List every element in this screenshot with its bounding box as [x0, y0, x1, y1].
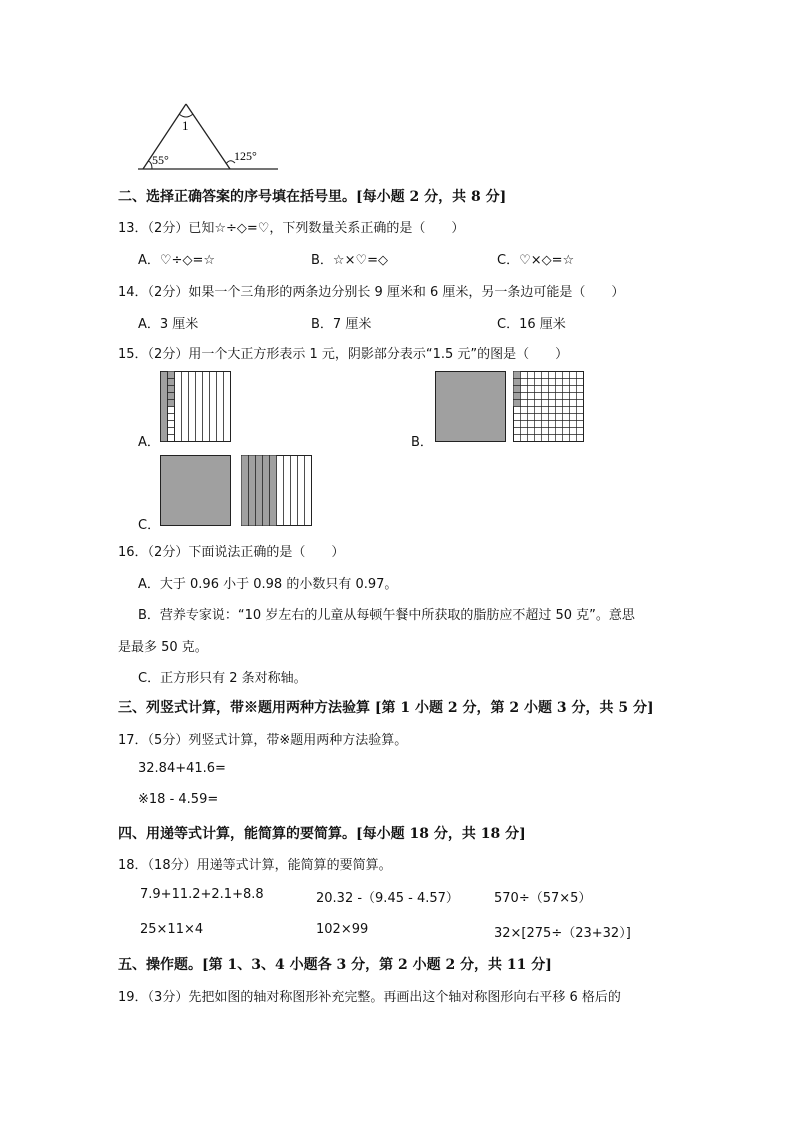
q15-figure-c[interactable]	[160, 455, 315, 527]
q13-stem: 13．（2分）已知☆÷◇=♡，下列数量关系正确的是（ ）	[118, 221, 465, 236]
section-5-title: 五、操作题。[第 1、3、4 小题各 3 分，第 2 小题 2 分，共 11 分]	[118, 957, 552, 973]
q14-option-c[interactable]: C．16 厘米	[497, 317, 566, 332]
q14-option-b[interactable]: B．7 厘米	[311, 317, 372, 332]
q18-item-5: 102×99	[316, 922, 369, 937]
q16-option-c[interactable]: C．正方形只有 2 条对称轴。	[138, 671, 307, 686]
q15-figure-b[interactable]	[435, 371, 585, 443]
section-4-title: 四、用递等式计算，能简算的要简算。[每小题 18 分，共 18 分]	[118, 826, 526, 842]
triangle-figure	[138, 100, 283, 172]
q16-option-a[interactable]: A．大于 0.96 小于 0.98 的小数只有 0.97。	[138, 577, 398, 592]
q15-option-b-label[interactable]: B．	[411, 435, 433, 450]
q18-item-6: 32×[275÷（23+32）]	[494, 926, 631, 941]
q19-stem: 19．（3分）先把如图的轴对称图形补充完整。再画出这个轴对称图形向右平移 6 格后的	[118, 990, 621, 1005]
section-2-title: 二、选择正确答案的序号填在括号里。[每小题 2 分，共 8 分]	[118, 189, 507, 205]
q18-item-3: 570÷（57×5）	[494, 891, 592, 906]
q13-option-b[interactable]: B．☆×♡=◇	[311, 253, 389, 268]
q16-stem: 16．（2分）下面说法正确的是（ ）	[118, 545, 345, 560]
q18-item-1: 7.9+11.2+2.1+8.8	[140, 887, 264, 902]
angle-1-label: 1	[182, 118, 189, 133]
q13-option-c[interactable]: C．♡×◇=☆	[497, 253, 575, 268]
q18-item-2: 20.32 -（9.45 - 4.57）	[316, 891, 459, 906]
q13-option-a[interactable]: A．♡÷◇=☆	[138, 253, 215, 268]
q15-figure-a[interactable]	[160, 371, 232, 443]
q14-stem: 14．（2分）如果一个三角形的两条边分别长 9 厘米和 6 厘米，另一条边可能是（ ）	[118, 285, 625, 300]
q18-item-4: 25×11×4	[140, 922, 204, 937]
q15-stem: 15．（2分）用一个大正方形表示 1 元，阴影部分表示“1.5 元”的图是（ ）	[118, 347, 569, 362]
q15-option-a-label[interactable]: A．	[138, 435, 160, 450]
angle-55-label: 55°	[152, 153, 169, 167]
section-3-title: 三、列竖式计算，带※题用两种方法验算 [第 1 小题 2 分，第 2 小题 3 分，共 5 分]	[118, 700, 654, 716]
q17-stem: 17．（5分）列竖式计算，带※题用两种方法验算。	[118, 733, 408, 748]
q15-option-c-label[interactable]: C．	[138, 518, 161, 533]
q18-stem: 18．（18分）用递等式计算，能简算的要简算。	[118, 858, 392, 873]
angle-125-label: 125°	[234, 149, 257, 163]
q17-item-1: 32.84+41.6=	[138, 761, 226, 776]
q16-option-b-line1[interactable]: B．营养专家说：“10 岁左右的儿童从每顿午餐中所获取的脂肪应不超过 50 克”。意思	[138, 608, 635, 623]
q17-item-2: ※18 - 4.59=	[138, 792, 219, 807]
q14-option-a[interactable]: A．3 厘米	[138, 317, 199, 332]
q16-option-b-line2: 是最多 50 克。	[118, 640, 208, 655]
